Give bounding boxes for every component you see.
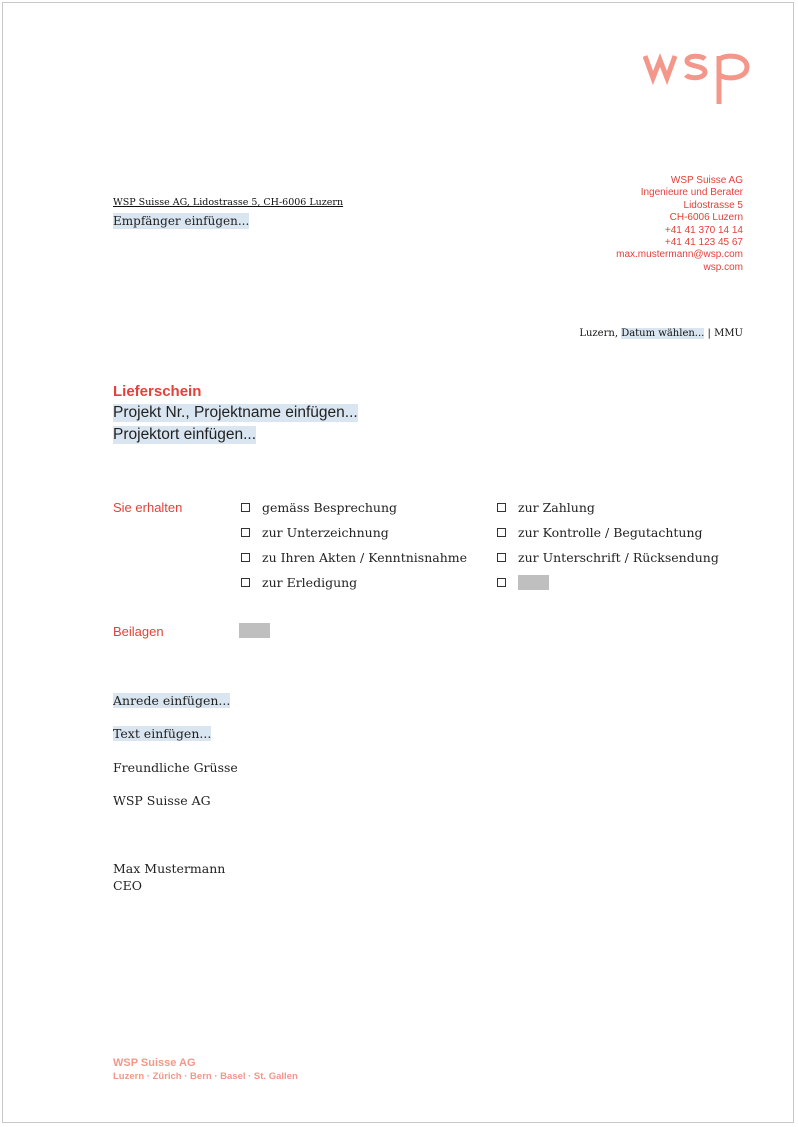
body-text-field[interactable]: Text einfügen...	[113, 726, 212, 741]
recipient-field[interactable]: Empfänger einfügen...	[113, 214, 250, 228]
project-name-field[interactable]: Projekt Nr., Projektname einfügen...	[113, 404, 358, 421]
date-line	[579, 328, 743, 339]
project-location-field[interactable]: Projektort einfügen...	[113, 426, 257, 443]
address-subtitle: Ingenieure und Berater	[640, 187, 743, 199]
salutation-field[interactable]: Anrede einfügen...	[113, 693, 231, 708]
option-label: gemäss Besprechung	[262, 500, 398, 515]
address-street: Lidostrasse 5	[683, 199, 743, 211]
sender-line: WSP Suisse AG, Lidostrasse 5, CH-6006 Luzern	[113, 197, 344, 208]
date-city: Luzern,	[579, 328, 618, 339]
wsp-logo	[643, 50, 751, 106]
custom-option-field[interactable]	[518, 575, 549, 590]
checkbox[interactable]	[241, 578, 250, 587]
checkbox[interactable]	[241, 528, 250, 537]
option-label: zur Unterschrift / Rücksendung	[518, 550, 719, 565]
option-zur-kontrolle[interactable]	[497, 525, 703, 540]
option-label: zur Erledigung	[262, 575, 358, 590]
checkbox[interactable]	[497, 553, 506, 562]
address-city: CH-6006 Luzern	[669, 212, 743, 224]
option-gemaess-besprechung[interactable]	[241, 500, 397, 515]
document-page	[2, 2, 794, 1123]
option-zur-zahlung[interactable]	[497, 500, 595, 515]
address-phone-direct: +41 41 123 45 67	[664, 237, 743, 249]
option-zur-unterschrift[interactable]	[497, 550, 719, 565]
signer-title: CEO	[113, 878, 142, 893]
address-company: WSP Suisse AG	[670, 175, 743, 186]
address-website: wsp.com	[703, 261, 743, 273]
address-phone: +41 41 370 14 14	[664, 224, 743, 236]
checkbox[interactable]	[497, 503, 506, 512]
checkbox[interactable]	[241, 503, 250, 512]
footer-company: WSP Suisse AG	[113, 1057, 196, 1069]
closing-company: WSP Suisse AG	[113, 793, 211, 808]
option-zu-ihren-akten[interactable]	[241, 550, 467, 565]
beilagen-field[interactable]	[239, 623, 270, 638]
beilagen-label: Beilagen	[113, 624, 164, 639]
checkbox[interactable]	[497, 528, 506, 537]
option-label: zur Unterzeichnung	[262, 525, 389, 540]
date-picker-field[interactable]: Datum wählen...	[621, 328, 705, 339]
option-label: zu Ihren Akten / Kenntnisnahme	[262, 550, 468, 565]
option-label: zur Zahlung	[518, 500, 595, 515]
checkbox[interactable]	[241, 553, 250, 562]
option-zur-unterzeichnung[interactable]	[241, 525, 389, 540]
document-title: Lieferschein	[113, 383, 202, 400]
option-custom[interactable]	[497, 575, 549, 590]
closing-text: Freundliche Grüsse	[113, 760, 238, 775]
option-zur-erledigung[interactable]	[241, 575, 357, 590]
address-block	[616, 175, 743, 274]
address-email: max.mustermann@wsp.com	[616, 249, 743, 261]
option-label: zur Kontrolle / Begutachtung	[518, 525, 703, 540]
author-initials: | MMU	[707, 328, 743, 339]
signer-name: Max Mustermann	[113, 861, 226, 876]
footer-locations: Luzern · Zürich · Bern · Basel · St. Gallen	[113, 1071, 298, 1082]
checkbox[interactable]	[497, 578, 506, 587]
sie-erhalten-label: Sie erhalten	[113, 500, 183, 515]
